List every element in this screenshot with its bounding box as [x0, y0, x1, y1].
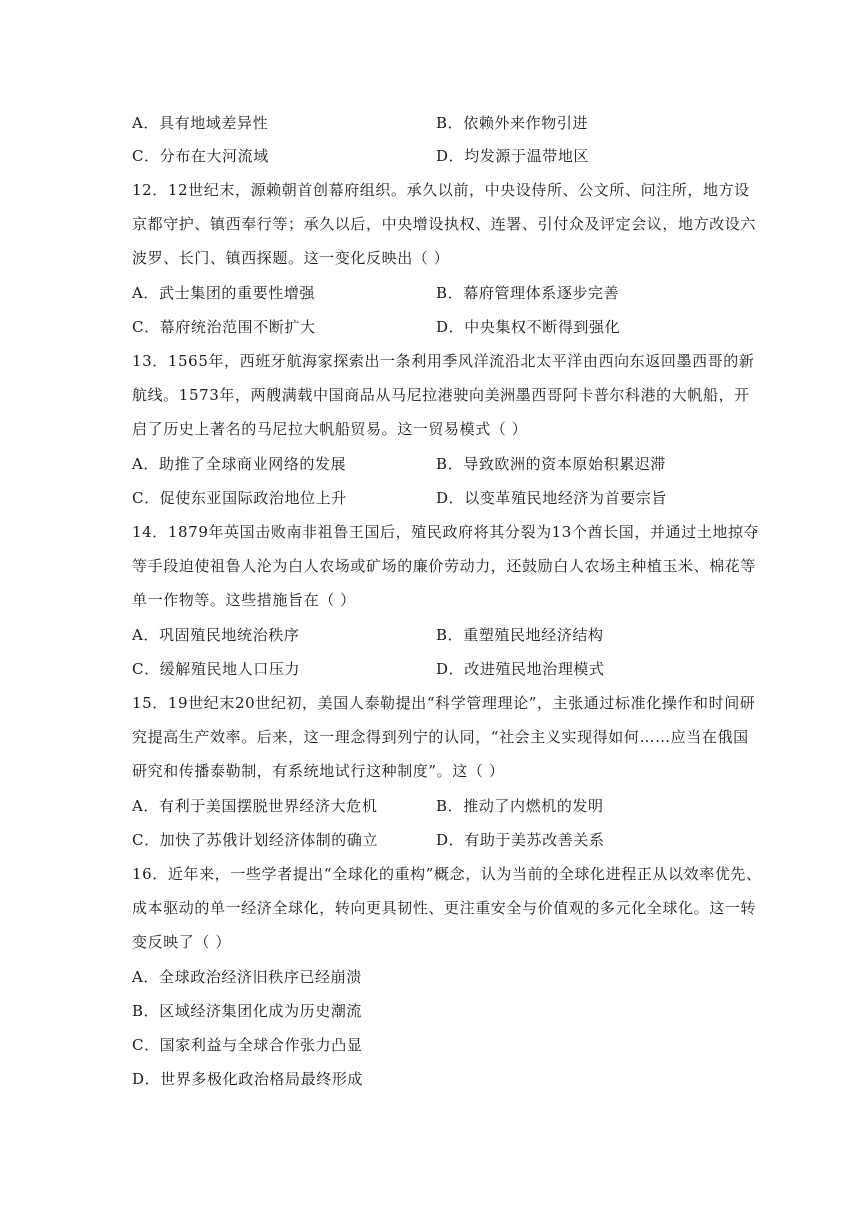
q12-stem-line-3: 波罗、长门、镇西探题。这一变化反映出（ ） [132, 249, 450, 267]
q11-option-c: C．分布在大河流域 [132, 147, 269, 165]
q12-option-d: D．中央集权不断得到强化 [436, 318, 621, 336]
q15-option-b: B．推动了内燃机的发明 [436, 797, 604, 815]
q13-option-c: C．促使东亚国际政治地位上升 [132, 489, 347, 507]
q13-stem-line-2: 航线。1573年，两艘满载中国商品从马尼拉港驶向美洲墨西哥阿卡普尔科港的大帆船，开 [132, 386, 750, 404]
q16-option-d: D．世界多极化政治格局最终形成 [132, 1070, 364, 1088]
q13-stem-line-1: 13．1565年，西班牙航海家探索出一条利用季风洋流沿北太平洋由西向东返回墨西哥的新 [132, 352, 755, 370]
q14-stem-line-3: 单一作物等。这些措施旨在（ ） [132, 591, 356, 609]
q15-stem-line-3: 研究和传播泰勒制，有系统地试行这种制度”。这（ ） [132, 762, 505, 780]
q13-option-a: A．助推了全球商业网络的发展 [132, 455, 347, 473]
q13-option-b: B．导致欧洲的资本原始积累迟滞 [436, 455, 667, 473]
q12-stem-line-1: 12．12世纪末，源赖朝首创幕府组织。承久以前，中央设侍所、公文所、问注所，地方设 [132, 181, 750, 199]
q15-stem-line-1: 15．19世纪末20世纪初，美国人泰勒提出“科学管理理论”，主张通过标准化操作和时间研 [132, 694, 756, 712]
q12-option-b: B．幕府管理体系逐步完善 [436, 284, 620, 302]
q11-option-d: D．均发源于温带地区 [436, 147, 590, 165]
q15-option-a: A．有利于美国摆脱世界经济大危机 [132, 797, 378, 815]
q14-stem-line-1: 14．1879年英国击败南非祖鲁王国后，殖民政府将其分裂为13个酋长国，并通过土地掠夺 [132, 523, 760, 541]
q13-option-d: D．以变革殖民地经济为首要宗旨 [436, 489, 668, 507]
q13-stem-line-3: 启了历史上著名的马尼拉大帆船贸易。这一贸易模式（ ） [132, 420, 528, 438]
q16-stem-line-3: 变反映了（ ） [132, 933, 231, 951]
q12-option-a: A．武士集团的重要性增强 [132, 284, 316, 302]
q16-option-b: B．区域经济集团化成为历史潮流 [132, 1002, 363, 1020]
q15-stem-line-2: 究提高生产效率。后来，这一理念得到列宁的认同，“社会主义实现得如何……应当在俄国 [132, 728, 749, 746]
q14-stem-line-2: 等手段迫使祖鲁人沦为白人农场或矿场的廉价劳动力，还鼓励白人农场主种植玉米、棉花等 [132, 557, 757, 575]
q14-option-c: C．缓解殖民地人口压力 [132, 660, 301, 678]
q16-option-c: C．国家利益与全球合作张力凸显 [132, 1036, 363, 1054]
q16-stem-line-1: 16．近年来，一些学者提出“全球化的重构”概念，认为当前的全球化进程正从以效率优先、 [132, 865, 762, 883]
q14-option-a: A．巩固殖民地统治秩序 [132, 626, 300, 644]
q12-stem-line-2: 京都守护、镇西奉行等；承久以后，中央增设执权、连署、引付众及评定会议，地方改设六 [132, 215, 757, 233]
q14-option-d: D．改进殖民地治理模式 [436, 660, 605, 678]
q16-option-a: A．全球政治经济旧秩序已经崩溃 [132, 968, 362, 986]
q11-option-a: A．具有地域差异性 [132, 114, 269, 132]
q15-option-c: C．加快了苏俄计划经济体制的确立 [132, 831, 379, 849]
q11-option-b: B．依赖外来作物引进 [436, 114, 589, 132]
q15-option-d: D．有助于美苏改善关系 [436, 831, 605, 849]
q12-option-c: C．幕府统治范围不断扩大 [132, 318, 316, 336]
q16-stem-line-2: 成本驱动的单一经济全球化，转向更具韧性、更注重安全与价值观的多元化全球化。这一转 [132, 899, 757, 917]
q14-option-b: B．重塑殖民地经济结构 [436, 626, 604, 644]
